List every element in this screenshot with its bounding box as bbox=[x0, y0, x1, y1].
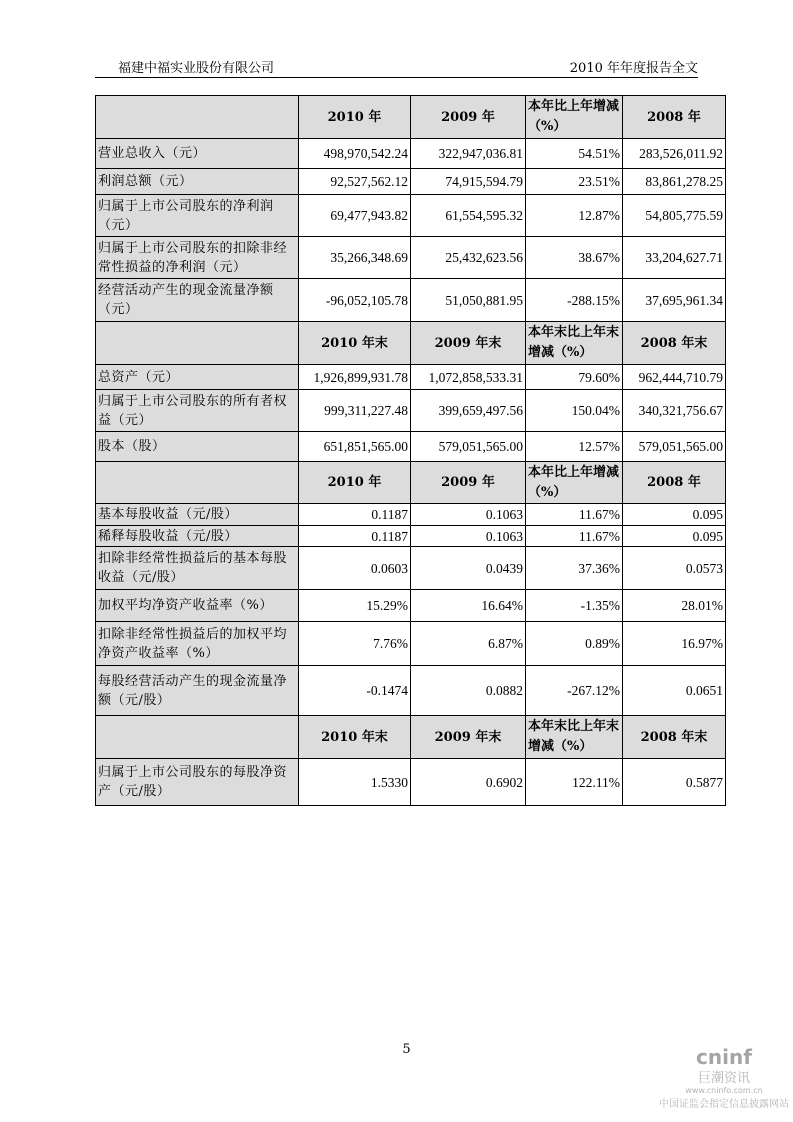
table-header-row bbox=[96, 96, 726, 139]
value-cell: 61,554,595.32 bbox=[411, 195, 526, 237]
value-cell: -288.15% bbox=[526, 279, 623, 322]
value-cell: 122.11% bbox=[526, 759, 623, 806]
value-cell: 23.51% bbox=[526, 169, 623, 195]
value-cell: 83,861,278.25 bbox=[623, 169, 726, 195]
value-cell: 69,477,943.82 bbox=[299, 195, 411, 237]
table-header-row bbox=[96, 322, 726, 365]
value-cell: 1,926,899,931.78 bbox=[299, 365, 411, 390]
table-row bbox=[96, 139, 726, 169]
value-cell: 35,266,348.69 bbox=[299, 237, 411, 279]
value-cell: 0.0573 bbox=[623, 547, 726, 590]
value-cell: 15.29% bbox=[299, 590, 411, 622]
financial-summary-table bbox=[95, 95, 726, 806]
row-label: 扣除非经常性损益后的基本每股收益（元/股） bbox=[96, 547, 299, 590]
row-label: 扣除非经常性损益后的加权平均净资产收益率（%） bbox=[96, 622, 299, 666]
value-cell: 74,915,594.79 bbox=[411, 169, 526, 195]
value-cell: -96,052,105.78 bbox=[299, 279, 411, 322]
value-cell: 0.1063 bbox=[411, 504, 526, 526]
value-cell: 33,204,627.71 bbox=[623, 237, 726, 279]
value-cell: 962,444,710.79 bbox=[623, 365, 726, 390]
row-label: 每股经营活动产生的现金流量净额（元/股） bbox=[96, 666, 299, 716]
row-label: 营业总收入（元） bbox=[96, 139, 299, 169]
column-header: 2008 年 bbox=[623, 96, 726, 139]
value-cell: 37.36% bbox=[526, 547, 623, 590]
table-row bbox=[96, 365, 726, 390]
table-header-row bbox=[96, 462, 726, 504]
value-cell: -0.1474 bbox=[299, 666, 411, 716]
row-label: 归属于上市公司股东的净利润（元） bbox=[96, 195, 299, 237]
value-cell: 399,659,497.56 bbox=[411, 390, 526, 432]
table-row bbox=[96, 666, 726, 716]
column-header bbox=[96, 716, 299, 759]
column-header: 2010 年 bbox=[299, 96, 411, 139]
value-cell: 12.57% bbox=[526, 432, 623, 462]
page-number: 5 bbox=[402, 1042, 411, 1057]
value-cell: 0.6902 bbox=[411, 759, 526, 806]
column-header bbox=[96, 462, 299, 504]
value-cell: 0.0651 bbox=[623, 666, 726, 716]
value-cell: 0.0603 bbox=[299, 547, 411, 590]
column-header: 本年比上年增减（%） bbox=[526, 462, 623, 504]
value-cell: 6.87% bbox=[411, 622, 526, 666]
table-row bbox=[96, 432, 726, 462]
table-row bbox=[96, 169, 726, 195]
column-header: 2010 年 bbox=[299, 462, 411, 504]
column-header: 2008 年 bbox=[623, 462, 726, 504]
value-cell: 579,051,565.00 bbox=[411, 432, 526, 462]
value-cell: 0.0882 bbox=[411, 666, 526, 716]
table-row bbox=[96, 547, 726, 590]
column-header: 本年末比上年末增减（%） bbox=[526, 716, 623, 759]
table-row bbox=[96, 237, 726, 279]
value-cell: 0.0439 bbox=[411, 547, 526, 590]
column-header: 2008 年末 bbox=[623, 322, 726, 365]
value-cell: 7.76% bbox=[299, 622, 411, 666]
value-cell: 0.5877 bbox=[623, 759, 726, 806]
row-label: 经营活动产生的现金流量净额（元） bbox=[96, 279, 299, 322]
column-header: 本年末比上年末增减（%） bbox=[526, 322, 623, 365]
value-cell: 498,970,542.24 bbox=[299, 139, 411, 169]
report-title: 2010 年年度报告全文 bbox=[569, 61, 698, 76]
value-cell: 651,851,565.00 bbox=[299, 432, 411, 462]
value-cell: 92,527,562.12 bbox=[299, 169, 411, 195]
row-label: 利润总额（元） bbox=[96, 169, 299, 195]
row-label: 总资产（元） bbox=[96, 365, 299, 390]
column-header: 2010 年末 bbox=[299, 322, 411, 365]
cninfo-desc: 中国证监会指定信息披露网站 bbox=[659, 1099, 789, 1110]
value-cell: 16.64% bbox=[411, 590, 526, 622]
table-row bbox=[96, 195, 726, 237]
value-cell: 51,050,881.95 bbox=[411, 279, 526, 322]
table-row bbox=[96, 504, 726, 526]
value-cell: 38.67% bbox=[526, 237, 623, 279]
table-row bbox=[96, 759, 726, 806]
row-label: 稀释每股收益（元/股） bbox=[96, 526, 299, 547]
value-cell: -1.35% bbox=[526, 590, 623, 622]
column-header: 2009 年 bbox=[411, 96, 526, 139]
value-cell: 11.67% bbox=[526, 504, 623, 526]
cninfo-url: www.cninfo.com.cn bbox=[685, 1086, 763, 1095]
value-cell: 79.60% bbox=[526, 365, 623, 390]
table-row bbox=[96, 622, 726, 666]
value-cell: 11.67% bbox=[526, 526, 623, 547]
column-header: 2009 年末 bbox=[411, 322, 526, 365]
value-cell: 1,072,858,533.31 bbox=[411, 365, 526, 390]
value-cell: 0.1187 bbox=[299, 504, 411, 526]
value-cell: 37,695,961.34 bbox=[623, 279, 726, 322]
value-cell: 0.095 bbox=[623, 526, 726, 547]
row-label: 加权平均净资产收益率（%） bbox=[96, 590, 299, 622]
table-row bbox=[96, 279, 726, 322]
value-cell: 283,526,011.92 bbox=[623, 139, 726, 169]
value-cell: 54.51% bbox=[526, 139, 623, 169]
value-cell: 54,805,775.59 bbox=[623, 195, 726, 237]
value-cell: 340,321,756.67 bbox=[623, 390, 726, 432]
value-cell: 0.1063 bbox=[411, 526, 526, 547]
value-cell: 999,311,227.48 bbox=[299, 390, 411, 432]
value-cell: 1.5330 bbox=[299, 759, 411, 806]
value-cell: 0.89% bbox=[526, 622, 623, 666]
column-header bbox=[96, 322, 299, 365]
value-cell: 0.1187 bbox=[299, 526, 411, 547]
value-cell: 579,051,565.00 bbox=[623, 432, 726, 462]
value-cell: -267.12% bbox=[526, 666, 623, 716]
value-cell: 322,947,036.81 bbox=[411, 139, 526, 169]
value-cell: 12.87% bbox=[526, 195, 623, 237]
row-label: 归属于上市公司股东的所有者权益（元） bbox=[96, 390, 299, 432]
row-label: 股本（股） bbox=[96, 432, 299, 462]
table-row bbox=[96, 390, 726, 432]
company-name: 福建中福实业股份有限公司 bbox=[118, 61, 275, 76]
column-header: 2009 年 bbox=[411, 462, 526, 504]
table-header-row bbox=[96, 716, 726, 759]
column-header: 2010 年末 bbox=[299, 716, 411, 759]
cninfo-watermark bbox=[655, 1045, 793, 1110]
column-header: 2008 年末 bbox=[623, 716, 726, 759]
value-cell: 0.095 bbox=[623, 504, 726, 526]
value-cell: 16.97% bbox=[623, 622, 726, 666]
header-divider bbox=[95, 77, 698, 78]
column-header bbox=[96, 96, 299, 139]
value-cell: 25,432,623.56 bbox=[411, 237, 526, 279]
column-header: 2009 年末 bbox=[411, 716, 526, 759]
cninfo-name: 巨潮资讯 bbox=[697, 1071, 750, 1086]
cninfo-logo: cninf bbox=[696, 1045, 752, 1069]
row-label: 归属于上市公司股东的每股净资产（元/股） bbox=[96, 759, 299, 806]
table-row bbox=[96, 526, 726, 547]
row-label: 基本每股收益（元/股） bbox=[96, 504, 299, 526]
value-cell: 28.01% bbox=[623, 590, 726, 622]
row-label: 归属于上市公司股东的扣除非经常性损益的净利润（元） bbox=[96, 237, 299, 279]
column-header: 本年比上年增减（%） bbox=[526, 96, 623, 139]
table-row bbox=[96, 590, 726, 622]
value-cell: 150.04% bbox=[526, 390, 623, 432]
